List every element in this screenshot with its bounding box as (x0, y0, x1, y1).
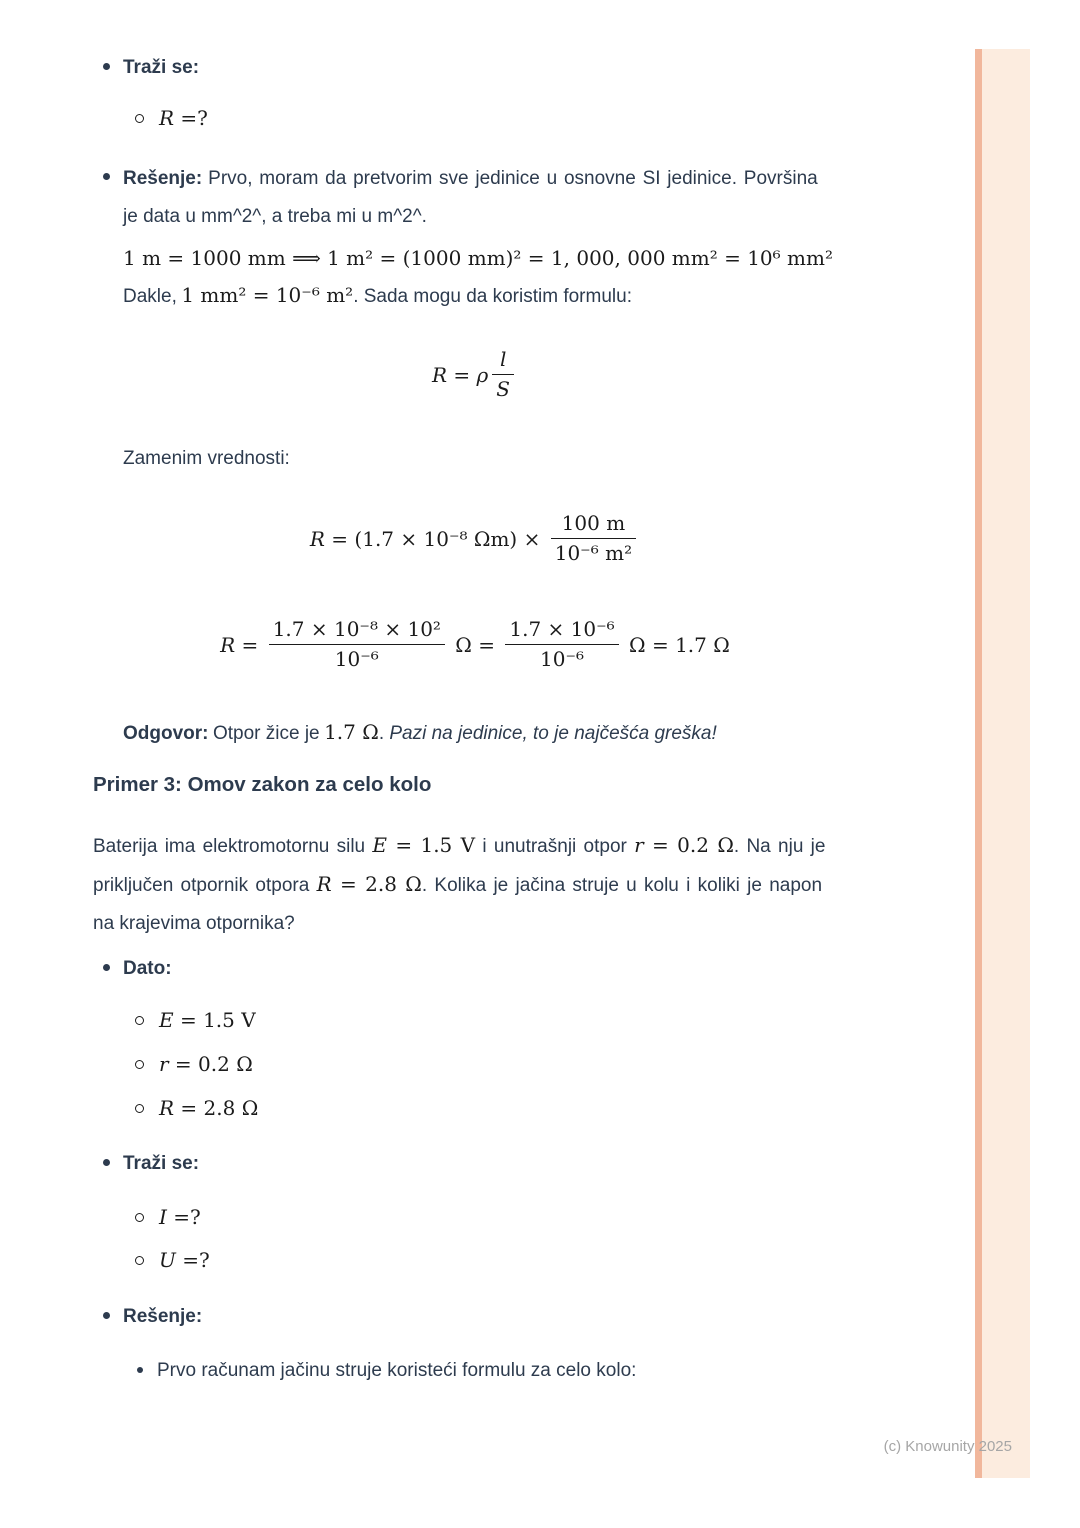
math-rest: = 0.2 Ω (168, 1052, 253, 1076)
math-rest: = 1.5 V (173, 1008, 256, 1032)
math-var: R (431, 363, 448, 387)
paragraph-line (93, 827, 825, 866)
math-rest: =? (174, 106, 208, 130)
circle-bullet-icon (135, 1060, 144, 1069)
text-segment: Dakle, (123, 286, 177, 307)
bullet-icon (137, 1367, 143, 1373)
fraction-numerator: 1.7 × 10⁻⁸ × 10² (269, 618, 445, 645)
math-inline (159, 1008, 256, 1032)
section-label: Traži se: (123, 1153, 200, 1174)
math-segment (317, 872, 422, 896)
list-item-i-question (135, 1205, 201, 1229)
math-line-dakle (123, 283, 632, 308)
text-segment: i unutrašnji otpor (475, 836, 635, 857)
paragraph-line (123, 160, 818, 198)
fraction-denominator: 10⁻⁶ (540, 647, 585, 671)
text-zamenim: Zamenim vrednosti: (123, 448, 290, 469)
bullet-icon (103, 964, 110, 971)
formula-resistance (93, 347, 857, 403)
bullet-icon (103, 173, 110, 180)
fraction (505, 618, 618, 671)
math-var: R (309, 527, 325, 551)
copyright-footer: (c) Knowunity 2025 (883, 1438, 1012, 1455)
fraction-numerator: 1.7 × 10⁻⁶ (505, 618, 618, 645)
bullet-icon (103, 1159, 110, 1166)
math-inline (159, 1096, 258, 1120)
section-label: Rešenje: (123, 168, 203, 189)
answer-note: Pazi na jedinice, to je najčešća greška! (389, 723, 717, 744)
text-segment: priključen otpornik otpora (93, 875, 317, 896)
math-inline (159, 1052, 253, 1076)
math-var: U (159, 1248, 176, 1272)
list-item-trazi-se-2 (103, 1153, 199, 1175)
math-var-rho: ρ (476, 363, 489, 387)
math-var: R (316, 872, 332, 896)
math-rest: = 1.5 V (387, 833, 476, 857)
text-segment: na krajevima otpornika? (93, 913, 295, 934)
bullet-icon (103, 63, 110, 70)
circle-bullet-icon (135, 1104, 144, 1113)
list-item-u-question (135, 1248, 210, 1272)
math-var: r (159, 1052, 169, 1076)
accent-stripe (982, 49, 1030, 1478)
math-operator: = (235, 633, 265, 657)
math-var: I (159, 1205, 167, 1229)
paragraph-line (93, 905, 825, 943)
math-var: R (159, 106, 175, 130)
answer-label: Odgovor: (123, 723, 209, 744)
math-line-conversion: 1 m = 1000 mm ⟹ 1 m² = (1000 mm)² = 1, 000, 000 mm² = 10⁶ mm² (123, 246, 833, 270)
list-item-resenje-2 (103, 1306, 202, 1328)
math-var: R (159, 1096, 175, 1120)
fraction (492, 348, 514, 401)
fraction-numerator: l (492, 348, 514, 375)
formula-calculation (93, 617, 857, 673)
math-segment (634, 833, 734, 857)
example-heading: Primer 3: Omov zakon za celo kolo (93, 773, 432, 796)
math-inline (159, 1248, 210, 1272)
math-inline (159, 106, 208, 130)
fraction (269, 618, 445, 671)
circle-bullet-icon (135, 1213, 144, 1222)
bullet-icon (103, 1312, 110, 1319)
math-inline (159, 1205, 201, 1229)
formula-substitution (93, 511, 857, 567)
list-item-r-big-value (135, 1096, 258, 1120)
text-segment: Baterija ima elektromotornu silu (93, 836, 373, 857)
answer-period: . (378, 723, 390, 744)
paragraph-line (93, 866, 825, 905)
math-result: Ω = 1.7 Ω (622, 633, 730, 657)
math-expression: Ω = (448, 633, 502, 657)
text-odgovor (123, 720, 717, 745)
fraction-denominator: 10⁻⁶ (334, 647, 379, 671)
text-segment: . Na nju je (733, 836, 826, 857)
accent-stripe-edge (975, 49, 982, 1478)
math-var: E (159, 1008, 174, 1032)
answer-text: Otpor žice je (212, 723, 320, 744)
math-segment (372, 833, 475, 857)
list-item-r-small-value (135, 1052, 253, 1076)
fraction-denominator: 10⁻⁶ m² (554, 541, 633, 565)
math-var: E (372, 833, 387, 857)
text-segment: . Sada mogu da koristim formulu: (353, 286, 632, 307)
answer-value: 1.7 Ω (324, 720, 379, 744)
math-operator: = (447, 363, 477, 387)
circle-bullet-icon (135, 1256, 144, 1265)
section-label: Dato: (123, 958, 172, 979)
math-rest: = 2.8 Ω (174, 1096, 259, 1120)
section-label: Traži se: (123, 57, 200, 78)
paragraph-line (123, 198, 818, 236)
text-segment: . Kolika je jačina struje u kolu i koliki je napon (421, 875, 823, 896)
circle-bullet-icon (135, 1016, 144, 1025)
math-var: r (634, 833, 644, 857)
paragraph-text: je data u mm^2^, a treba mi u m^2^. (123, 206, 427, 227)
fraction-numerator: 100 m (551, 512, 636, 539)
math-expression: = (1.7 × 10⁻⁸ Ωm) × (324, 527, 547, 551)
math-rest: =? (166, 1205, 201, 1229)
fraction (551, 512, 636, 565)
math-rest: = 0.2 Ω (643, 833, 734, 857)
list-item-r-question (135, 106, 208, 130)
math-rest: = 2.8 Ω (331, 872, 422, 896)
fraction-denominator: S (496, 377, 510, 401)
math-rest: =? (175, 1248, 210, 1272)
step-text: Prvo računam jačinu struje koristeći formulu za celo kolo: (157, 1360, 637, 1381)
paragraph-text: Prvo, moram da pretvorim sve jedinice u osnovne SI jedinice. Površina (208, 168, 818, 189)
section-label: Rešenje: (123, 1306, 203, 1327)
problem-paragraph (93, 827, 825, 943)
list-item-dato (103, 958, 172, 980)
list-item-resenje-1 (123, 160, 818, 236)
list-item-trazi-se-1 (103, 57, 199, 79)
math-var: R (220, 633, 236, 657)
math-segment: 1 mm² = 10⁻⁶ m² (181, 283, 354, 307)
circle-bullet-icon (135, 114, 144, 123)
list-item-e-value (135, 1008, 256, 1032)
list-item-step1 (137, 1360, 636, 1382)
